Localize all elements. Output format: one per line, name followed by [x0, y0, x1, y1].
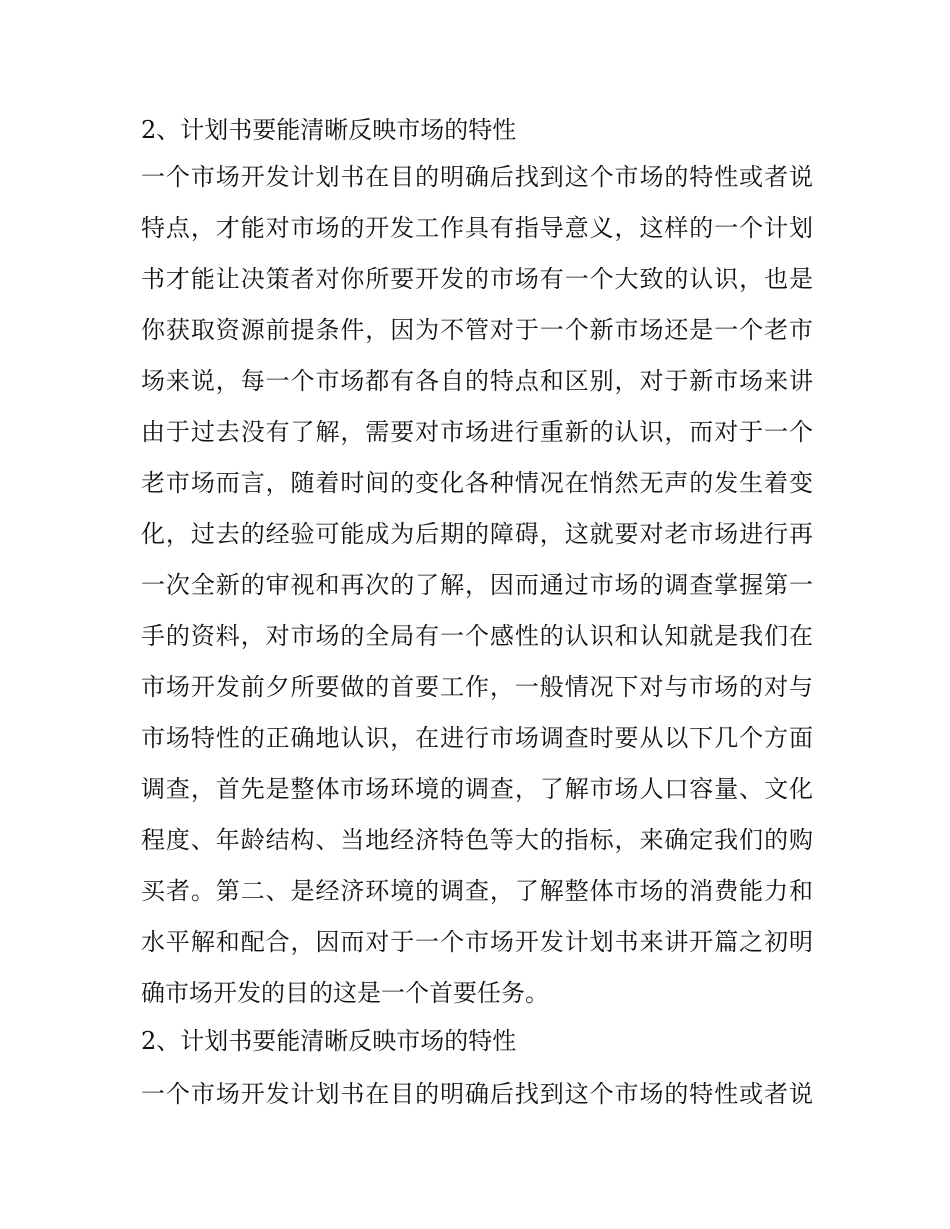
text-line: 手的资料，对市场的全局有一个感性的认识和认知就是我们在: [141, 622, 813, 650]
section-heading: 2、计划书要能清晰反映市场的特性: [141, 1027, 517, 1055]
text-line: 一次全新的审视和再次的了解，因而通过市场的调查掌握第一: [141, 571, 813, 599]
paragraph: [141, 152, 813, 1019]
paragraph: [141, 1069, 813, 1120]
text-line: 水平解和配合，因而对于一个市场开发计划书来讲开篇之初明: [141, 928, 813, 956]
text-line: 市场开发前夕所要做的首要工作，一般情况下对与市场的对与: [141, 673, 813, 701]
text-line: 老市场而言，随着时间的变化各种情况在悄然无声的发生着变: [141, 469, 813, 497]
text-line: 一个市场开发计划书在目的明确后找到这个市场的特性或者说: [141, 1080, 813, 1108]
text-line: 一个市场开发计划书在目的明确后找到这个市场的特性或者说: [141, 163, 813, 191]
document-body: [141, 108, 813, 1120]
text-line: 程度、年龄结构、当地经济特色等大的指标，来确定我们的购: [141, 826, 813, 854]
text-line: 化，过去的经验可能成为后期的障碍，这就要对老市场进行再: [141, 520, 813, 548]
text-line: 场来说，每一个市场都有各自的特点和区别，对于新市场来讲: [141, 367, 813, 395]
text-line: 你获取资源前提条件，因为不管对于一个新市场还是一个老市: [141, 316, 813, 344]
text-line: 确市场开发的目的这是一个首要任务。: [141, 979, 549, 1007]
text-line: 市场特性的正确地认识，在进行市场调查时要从以下几个方面: [141, 724, 813, 752]
section-heading: 2、计划书要能清晰反映市场的特性: [141, 116, 517, 144]
text-line: 调查，首先是整体市场环境的调查，了解市场人口容量、文化: [141, 775, 813, 803]
text-line: 由于过去没有了解，需要对市场进行重新的认识，而对于一个: [141, 418, 813, 446]
text-line: 特点，才能对市场的开发工作具有指导意义，这样的一个计划: [141, 214, 813, 242]
text-line: 书才能让决策者对你所要开发的市场有一个大致的认识，也是: [141, 265, 813, 293]
text-line: 买者。第二、是经济环境的调查，了解整体市场的消费能力和: [141, 877, 813, 905]
